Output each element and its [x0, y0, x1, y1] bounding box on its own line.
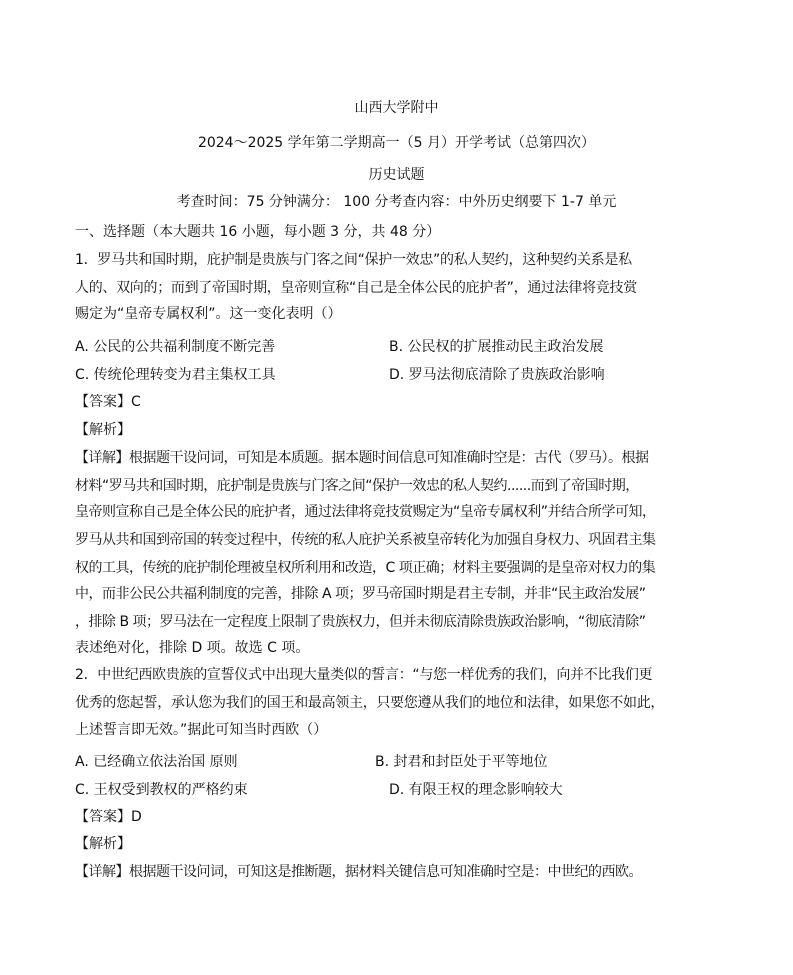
section-title: 一、选择题（本大题共 16 小题，每小题 3 分，共 48 分）	[75, 224, 441, 240]
q2-analysis-label: 【解析】	[75, 836, 131, 852]
exam-info: 考查时间：75 分钟满分： 100 分考查内容：中外历史纲要下 1-7 单元	[176, 194, 617, 210]
q1-answer: 【答案】C	[75, 394, 141, 410]
q1-detail-line-6: 中，而非公民公共福利制度的完善，排除 A 项；罗马帝国时期是君主专制，并非“民主政治发展”	[75, 586, 646, 602]
q1-detail-line-3: 皇帝则宣称自己是全体公民的庇护者，通过法律将竞技赏赐定为“皇帝专属权利”并结合所学可知，	[75, 504, 656, 520]
q2-option-c: C. 王权受到教权的严格约束	[75, 782, 248, 798]
q1-stem-line-1: 1．罗马共和国时期，庇护制是贵族与门客之间“保护一效忠”的私人契约，这种契约关系是私	[75, 252, 632, 268]
q1-option-b: B. 公民权的扩展推动民主政治发展	[389, 339, 604, 355]
q2-option-b: B. 封君和封臣处于平等地位	[375, 754, 548, 770]
q2-option-d: D. 有限王权的理念影响较大	[389, 782, 563, 798]
q2-stem-line-3: 上述誓言即无效。”据此可知当时西欧（）	[75, 722, 328, 738]
subject-title: 历史试题	[368, 167, 425, 183]
q1-stem-line-3: 赐定为“皇帝专属权利”。这一变化表明（）	[75, 306, 342, 322]
q1-option-d: D. 罗马法彻底清除了贵族政治影响	[389, 367, 605, 383]
q1-detail-line-5: 权的工具，传统的庇护制伦理被皇权所利用和改造，C 项正确；材料主要强调的是皇帝对权力的集	[75, 560, 656, 576]
exam-title: 2024～2025 学年第二学期高一（5 月）开学考试（总第四次）	[197, 135, 596, 151]
q1-detail-line-7: ，排除 B 项；罗马法在一定程度上限制了贵族权力，但并未彻底清除贵族政治影响，“彻底清除”	[75, 614, 646, 630]
school-name: 山西大学附中	[354, 100, 439, 116]
q2-answer: 【答案】D	[75, 809, 142, 825]
q1-stem-line-2: 人的、双向的；而到了帝国时期，皇帝则宣称“自己是全体公民的庇护者”，通过法律将竞技赏	[75, 280, 637, 296]
q2-option-a: A. 已经确立依法治国 原则	[75, 754, 238, 770]
q1-detail-line-2: 材料“罗马共和国时期，庇护制是贵族与门客之间“保护一效忠的私人契约......而到了帝国时期，	[75, 478, 639, 494]
q1-option-a: A. 公民的公共福利制度不断完善	[75, 339, 276, 355]
q2-detail-line-1: 【详解】根据题干设问词，可知这是推断题，据材料关键信息可知准确时空是：中世纪的西欧。	[75, 864, 642, 880]
q2-stem-line-1: 2．中世纪西欧贵族的宣誓仪式中出现大量类似的誓言：“与您一样优秀的我们，向并不比我们更	[75, 667, 653, 683]
q2-stem-line-2: 优秀的您起誓，承认您为我们的国王和最高领主，只要您遵从我们的地位和法律，如果您不如此，	[75, 695, 665, 711]
q1-analysis-label: 【解析】	[75, 422, 131, 438]
q1-option-c: C. 传统伦理转变为君主集权工具	[75, 367, 276, 383]
q1-detail-line-1: 【详解】根据题干设问词，可知是本质题。据本题时间信息可知准确时空是：古代（罗马）。根据	[75, 450, 649, 466]
q1-detail-line-4: 罗马从共和国到帝国的转变过程中，传统的私人庇护关系被皇帝转化为加强自身权力、巩固君主集	[75, 532, 656, 548]
q1-detail-line-8: 表述绝对化，排除 D 项。故选 C 项。	[75, 640, 310, 656]
